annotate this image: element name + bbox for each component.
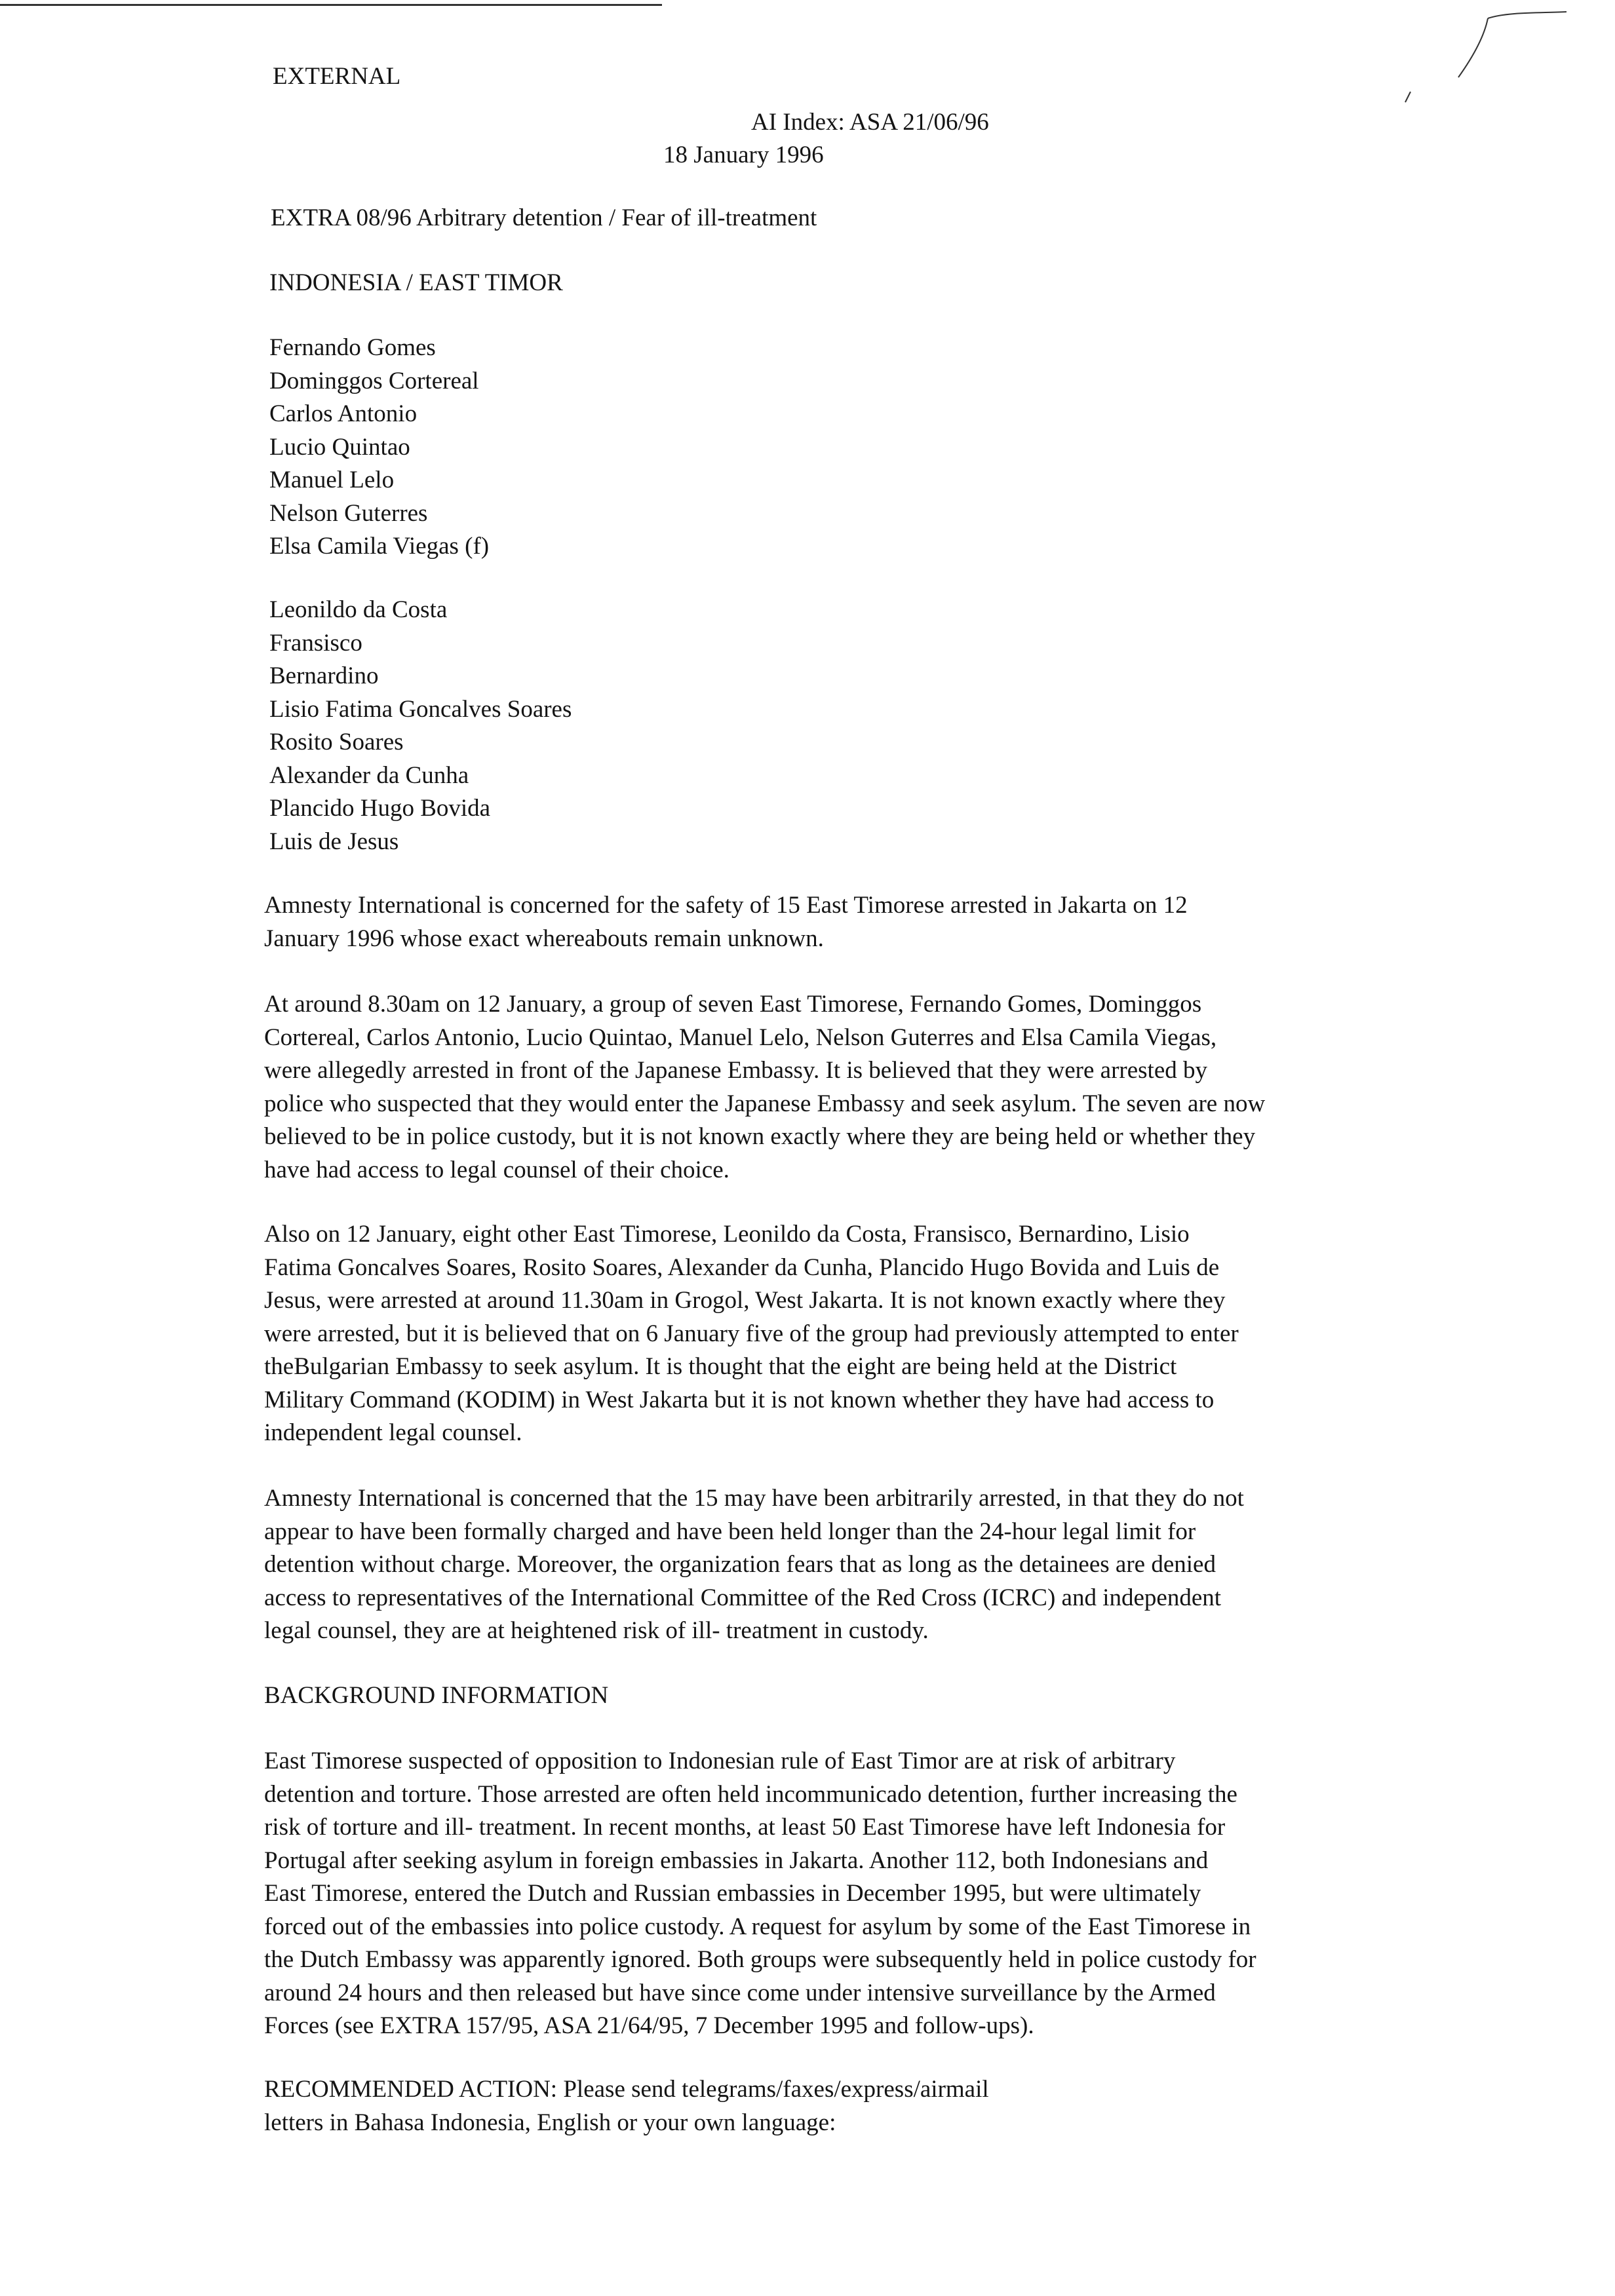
paragraph-second-arrests [264,1218,1431,1450]
document-date: 18 January 1996 [663,142,824,168]
list-item: Fernando Gomes [269,334,436,361]
text-line: Forces (see EXTRA 157/95, ASA 21/64/95, 7 December 1995 and follow-ups). [264,2012,1034,2039]
list-item: Carlos Antonio [269,400,418,427]
text-line: Also on 12 January, eight other East Timorese, Leonildo da Costa, Fransisco, Bernardino, Lisio [264,1221,1190,1248]
text-line: theBulgarian Embassy to seek asylum. It is thought that the eight are being held at the District [264,1353,1177,1380]
list-item: Nelson Guterres [269,499,428,527]
text-line: RECOMMENDED ACTION: Please send telegrams/faxes/express/airmail [264,2076,989,2103]
text-line: around 24 hours and then released but have since come under intensive surveillance by the Armed [264,1979,1216,2006]
text-line: access to representatives of the International Committee of the Red Cross (ICRC) and independent [264,1584,1222,1611]
list-item: Manuel Lelo [269,467,395,493]
detainee-list-group-two [269,594,572,858]
paragraph-first-arrests [264,988,1431,1187]
text-line: Fatima Goncalves Soares, Rosito Soares, Alexander da Cunha, Plancido Hugo Bovida and Luis de [264,1253,1220,1281]
action-reference: EXTRA 08/96 Arbitrary detention / Fear of ill-treatment [271,204,817,231]
list-item: Plancido Hugo Bovida [269,795,491,822]
text-line: were allegedly arrested in front of the Japanese Embassy. It is believed that they were arrested by [264,1057,1208,1084]
list-item: Lisio Fatima Goncalves Soares [269,695,572,723]
text-line: Amnesty International is concerned for the safety of 15 East Timorese arrested in Jakarta on 12 [264,892,1188,919]
recommended-action [264,2073,1431,2139]
text-line: forced out of the embassies into police custody. A request for asylum by some of the East Timorese in [264,1913,1251,1940]
background-heading: BACKGROUND INFORMATION [264,1682,609,1709]
classification-label: EXTERNAL [273,63,401,90]
list-item: Alexander da Cunha [269,761,469,789]
paragraph-concern [264,889,1431,955]
text-line: police who suspected that they would enter the Japanese Embassy and seek asylum. The seven are now [264,1090,1266,1117]
list-item: Bernardino [269,662,379,689]
list-item: Fransisco [269,629,362,657]
text-line: risk of torture and ill- treatment. In recent months, at least 50 East Timorese have left Indonesia for [264,1814,1226,1841]
handwritten-mark-icon [1396,5,1580,110]
list-item: Lucio Quintao [269,433,410,461]
text-line: January 1996 whose exact whereabouts remain unknown. [264,925,824,952]
text-line: At around 8.30am on 12 January, a group of seven East Timorese, Fernando Gomes, Dominggos [264,991,1202,1018]
text-line: Jesus, were arrested at around 11.30am in Grogol, West Jakarta. It is not known exactly where they [264,1287,1226,1314]
country-heading: INDONESIA / EAST TIMOR [269,269,563,296]
text-line: Military Command (KODIM) in West Jakarta but it is not known whether they have had access to [264,1386,1215,1413]
list-item: Elsa Camila Viegas (f) [269,533,490,560]
text-line: appear to have been formally charged and have been held longer than the 24-hour legal limit for [264,1518,1196,1545]
list-item: Leonildo da Costa [269,596,448,623]
text-line: have had access to legal counsel of their choice. [264,1156,730,1183]
text-line: the Dutch Embassy was apparently ignored. Both groups were subsequently held in police custody for [264,1946,1256,1973]
detainee-list-group-one [269,332,489,564]
text-line: independent legal counsel. [264,1419,522,1446]
ai-index: AI Index: ASA 21/06/96 [751,109,989,136]
text-line: legal counsel, they are at heightened risk of ill- treatment in custody. [264,1617,929,1644]
text-line: detention and torture. Those arrested are often held incommunicado detention, further increasing the [264,1780,1237,1808]
text-line: Portugal after seeking asylum in foreign embassies in Jakarta. Another 112, both Indonesians and [264,1846,1209,1874]
text-line: Amnesty International is concerned that the 15 may have been arbitrarily arrested, in that they do not [264,1485,1244,1512]
text-line: letters in Bahasa Indonesia, English or your own language: [264,2109,836,2136]
list-item: Dominggos Cortereal [269,367,479,394]
text-line: East Timorese, entered the Dutch and Russian embassies in December 1995, but were ultimately [264,1880,1201,1907]
text-line: Cortereal, Carlos Antonio, Lucio Quintao, Manuel Lelo, Nelson Guterres and Elsa Camila Viegas, [264,1024,1217,1051]
paragraph-arbitrary-arrest [264,1482,1431,1648]
list-item: Rosito Soares [269,729,404,756]
text-line: detention without charge. Moreover, the organization fears that as long as the detainees are denied [264,1551,1216,1578]
text-line: East Timorese suspected of opposition to Indonesian rule of East Timor are at risk of arbitrary [264,1748,1176,1774]
text-line: were arrested, but it is believed that on 6 January five of the group had previously attempted to enter [264,1320,1239,1347]
scan-top-rule [0,4,662,6]
text-line: believed to be in police custody, but it is not known exactly where they are being held or whether they [264,1123,1256,1150]
paragraph-background [264,1745,1431,2043]
list-item: Luis de Jesus [269,828,399,855]
